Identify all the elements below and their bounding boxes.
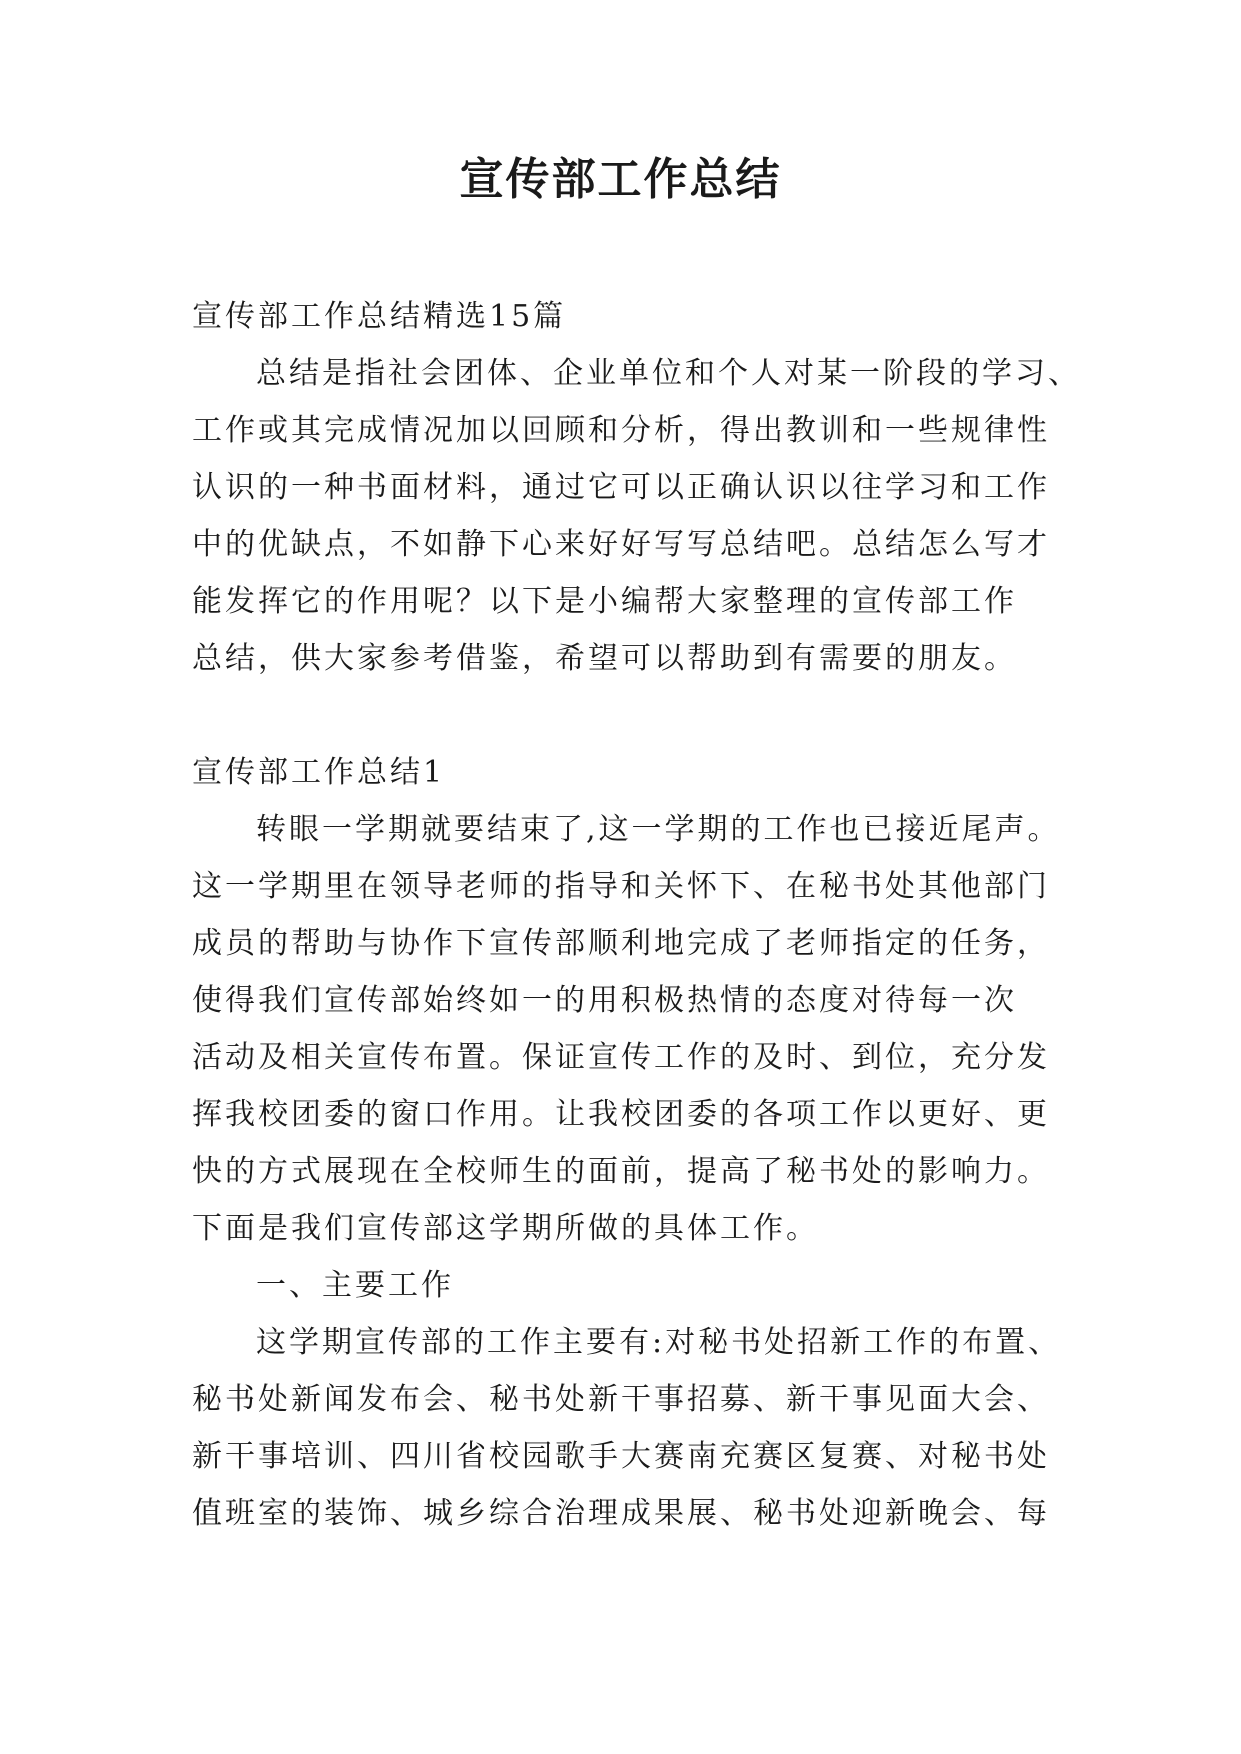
main-work-line: 秘书处新闻发布会、秘书处新干事招募、新干事见面大会、 — [192, 1382, 1050, 1417]
main-work-line: 新干事培训、四川省校园歌手大赛南充赛区复赛、对秘书处 — [192, 1439, 1050, 1474]
intro-line: 中的优缺点，不如静下心来好好写写总结吧。总结怎么写才 — [192, 527, 1050, 562]
intro-line: 总结，供大家参考借鉴，希望可以帮助到有需要的朋友。 — [192, 641, 1017, 676]
section-line: 快的方式展现在全校师生的面前，提高了秘书处的影响力。 — [192, 1154, 1050, 1189]
section-heading: 宣传部工作总结1 — [192, 755, 446, 790]
section-line: 使得我们宣传部始终如一的用积极热情的态度对待每一次 — [192, 983, 1017, 1018]
section-line: 活动及相关宣传布置。保证宣传工作的及时、到位，充分发 — [192, 1040, 1050, 1075]
main-work-line: 这学期宣传部的工作主要有:对秘书处招新工作的布置、 — [256, 1325, 1062, 1360]
paragraph-gap — [192, 687, 1062, 744]
section-line: 挥我校团委的窗口作用。让我校团委的各项工作以更好、更 — [192, 1097, 1050, 1132]
document-body — [192, 288, 1081, 1542]
subtitle: 宣传部工作总结精选15篇 — [192, 299, 567, 334]
intro-line: 能发挥它的作用呢？以下是小编帮大家整理的宣传部工作 — [192, 584, 1017, 619]
intro-line: 认识的一种书面材料，通过它可以正确认识以往学习和工作 — [192, 470, 1050, 505]
section-line: 这一学期里在领导老师的指导和关怀下、在秘书处其他部门 — [192, 869, 1050, 904]
section-line: 成员的帮助与协作下宣传部顺利地完成了老师指定的任务， — [192, 926, 1050, 961]
main-work-line: 值班室的装饰、城乡综合治理成果展、秘书处迎新晚会、每 — [192, 1496, 1050, 1531]
document-title: 宣传部工作总结 — [459, 154, 782, 205]
section-line: 下面是我们宣传部这学期所做的具体工作。 — [192, 1211, 819, 1246]
intro-line: 工作或其完成情况加以回顾和分析，得出教训和一些规律性 — [192, 413, 1050, 448]
section-line: 转眼一学期就要结束了,这一学期的工作也已接近尾声。 — [256, 812, 1061, 847]
intro-line: 总结是指社会团体、企业单位和个人对某一阶段的学习、 — [256, 356, 1081, 391]
subheading-main-work: 一、主要工作 — [256, 1268, 454, 1303]
